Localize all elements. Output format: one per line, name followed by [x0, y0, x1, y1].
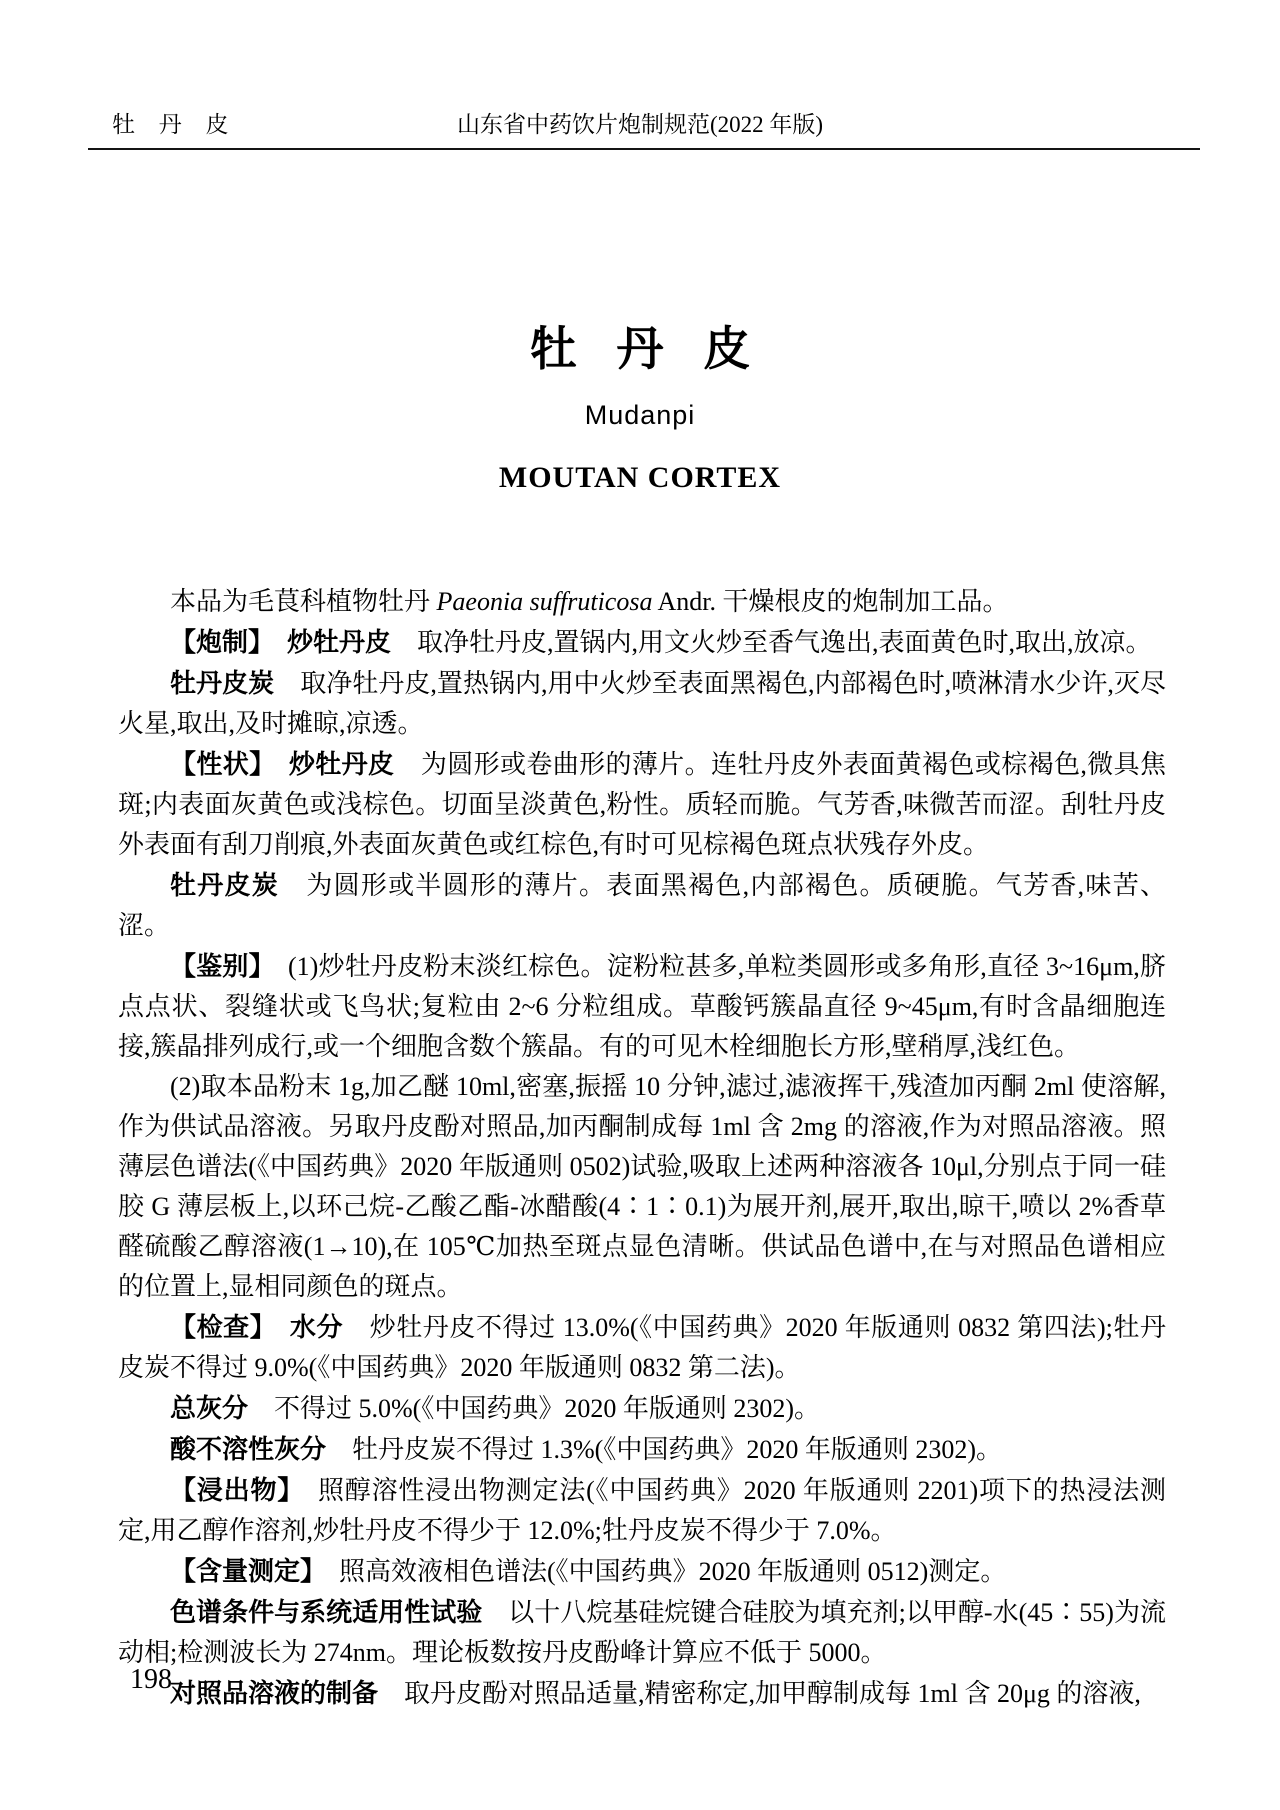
text-run: 取净牡丹皮,置锅内,用文火炒至香气逸出,表面黄色时,取出,放凉。: [391, 628, 1152, 657]
running-head: [0, 106, 1280, 140]
paragraph-hanliangceding: [118, 1551, 1166, 1592]
label-zonghuifen: 总灰分: [170, 1393, 249, 1423]
running-head-center: 山东省中药饮片炮制规范(2022 年版): [456, 112, 824, 137]
label-jiancha-shuifen: 【检查】 水分: [170, 1312, 344, 1342]
paragraph-paozhi-tan: [118, 663, 1166, 744]
running-head-left: 牡 丹 皮: [112, 112, 238, 137]
label-setiao: 色谱条件与系统适用性试验: [170, 1597, 483, 1627]
paragraph-jianbie-2: [118, 1067, 1166, 1307]
species-latin-name: Paeonia suffruticosa: [436, 587, 653, 616]
text-run: 不得过 5.0%(《中国药典》2020 年版通则 2302)。: [248, 1394, 820, 1423]
header-rule: [88, 148, 1200, 150]
text-run: 为圆形或半圆形的薄片。表面黑褐色,内部褐色。质硬脆。气芳香,味苦、涩。: [118, 871, 1166, 940]
label-mudanpi-tan: 牡丹皮炭: [170, 668, 275, 698]
label-mudanpi-tan-2: 牡丹皮炭: [170, 870, 280, 900]
text-run: 取丹皮酚对照品适量,精密称定,加甲醇制成每 1ml 含 20μg 的溶液,: [378, 1679, 1141, 1708]
text-run: 牡丹皮炭不得过 1.3%(《中国药典》2020 年版通则 2302)。: [326, 1435, 1002, 1464]
monograph-title-pinyin: Mudanpi: [584, 400, 696, 430]
label-paozhi: 【炮制】 炒牡丹皮: [170, 627, 392, 657]
paragraph-zonghuifen: [118, 1388, 1166, 1429]
page-number: 198: [130, 1664, 172, 1695]
text-run: 本品为毛茛科植物牡丹: [170, 587, 437, 616]
text-run: 炒牡丹皮不得过 13.0%(《中国药典》2020 年版通则 0832 第四法);牡丹皮炭不得过 9.0%(《中国药典》2020 年版通则 0832 第二法)。: [118, 1313, 1166, 1382]
text-run: 照高效液相色谱法(《中国药典》2020 年版通则 0512)测定。: [313, 1557, 1007, 1586]
text-run: 以十八烷基硅烷键合硅胶为填充剂;以甲醇-水(45∶55)为流动相;检测波长为 274nm。理论板数按丹皮酚峰计算应不低于 5000。: [118, 1598, 1166, 1667]
label-duizhaopin: 对照品溶液的制备: [170, 1678, 379, 1708]
paragraph-xingzhuang-tan: [118, 865, 1166, 946]
label-xingzhuang: 【性状】 炒牡丹皮: [170, 749, 395, 779]
text-run: Andr. 干燥根皮的炮制加工品。: [652, 587, 1009, 616]
text-run: (1)炒牡丹皮粉末淡红棕色。淀粉粒甚多,单粒类圆形或多角形,直径 3~16μm,脐点点状、裂缝状或飞鸟状;复粒由 2~6 分粒组成。草酸钙簇晶直径 9~45μm,有时含晶细胞连接,簇晶排列成行,或一个细胞含数个簇晶。有的可见木栓细胞长方形,壁稍厚,浅红色。: [118, 952, 1166, 1061]
monograph-title-zh: 牡 丹 皮: [529, 324, 765, 376]
paragraph-jiancha-shuifen: [118, 1307, 1166, 1388]
label-jianbie: 【鉴别】: [170, 951, 262, 981]
text-run: 照醇溶性浸出物测定法(《中国药典》2020 年版通则 2201)项下的热浸法测定,用乙醇作溶剂,炒牡丹皮不得少于 12.0%;牡丹皮炭不得少于 7.0%。: [118, 1476, 1166, 1545]
label-jinchuwu: 【浸出物】: [170, 1475, 292, 1505]
monograph-body: [118, 582, 1166, 1714]
paragraph-xingzhuang-chao: [118, 744, 1166, 865]
paragraph-jinchuwu: [118, 1470, 1166, 1551]
text-run: 为圆形或卷曲形的薄片。连牡丹皮外表面黄褐色或棕褐色,微具焦斑;内表面灰黄色或浅棕色。切面呈淡黄色,粉性。质轻而脆。气芳香,味微苦而涩。刮牡丹皮外表面有刮刀削痕,外表面灰黄色或红棕色,有时可见棕褐色斑点状残存外皮。: [118, 750, 1166, 859]
paragraph-source: [118, 582, 1166, 622]
label-hanliangceding: 【含量测定】: [170, 1556, 314, 1586]
monograph-title-latin: MOUTAN CORTEX: [498, 461, 782, 494]
paragraph-duizhaopin: [118, 1673, 1166, 1714]
text-run: 取净牡丹皮,置热锅内,用中火炒至表面黑褐色,内部褐色时,喷淋清水少许,灭尽火星,取出,及时摊晾,凉透。: [118, 669, 1166, 738]
text-run: (2)取本品粉末 1g,加乙醚 10ml,密塞,振摇 10 分钟,滤过,滤液挥干,残渣加丙酮 2ml 使溶解,作为供试品溶液。另取丹皮酚对照品,加丙酮制成每 1ml 含 2mg 的溶液,作为对照品溶液。照薄层色谱法(《中国药典》2020 年版通则 0502)试验,吸取上述两种溶液各 10μl,分别点于同一硅胶 G 薄层板上,以环己烷-乙酸乙酯-冰醋酸(4∶1∶0.1)为展开剂,展开,取出,晾干,喷以 2%香草醛硫酸乙醇溶液(1→10),在 105℃加热至斑点显色清晰。供试品色谱中,在与对照品色谱相应的位置上,显相同颜色的斑点。: [118, 1072, 1166, 1301]
paragraph-jianbie-1: [118, 946, 1166, 1067]
paragraph-setiao: [118, 1592, 1166, 1673]
paragraph-paozhi-chao: [118, 622, 1166, 663]
label-suanburongxinghuifen: 酸不溶性灰分: [170, 1434, 327, 1464]
paragraph-suanburongxinghuifen: [118, 1429, 1166, 1470]
